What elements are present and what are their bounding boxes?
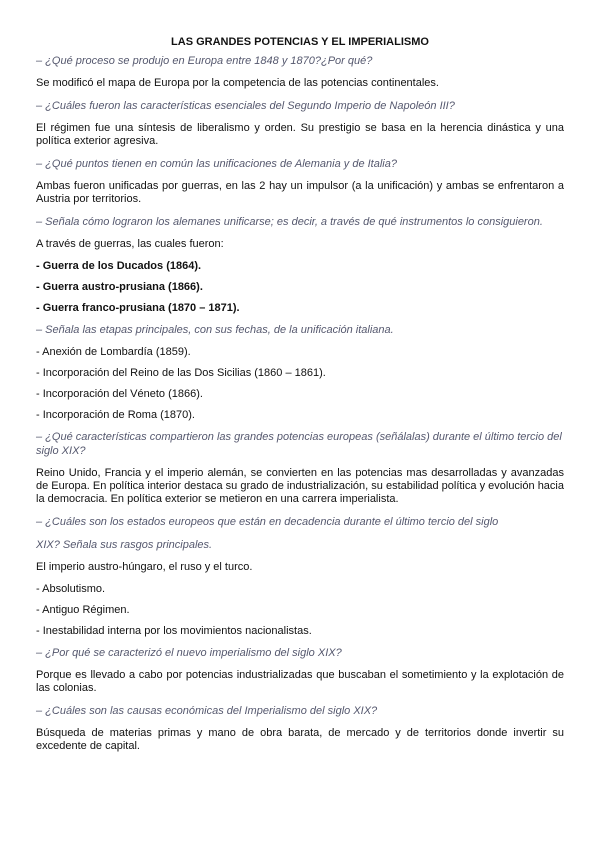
answer: Búsqueda de materias primas y mano de obra barata, de mercado y de territorios donde invertir su excedente de capital. [36,727,564,752]
list-item: - Incorporación del Véneto (1866). [36,388,203,400]
document-body [36,54,564,753]
list-item: - Inestabilidad interna por los movimientos nacionalistas. [36,625,312,637]
list-item: - Incorporación de Roma (1870). [36,409,195,421]
question: – Señala las etapas principales, con sus fechas, de la unificación italiana. [36,324,394,336]
bold-list-item: - Guerra de los Ducados (1864). [36,260,202,272]
question: – ¿Por qué se caracterizó el nuevo imperialismo del siglo XIX? [36,647,342,659]
answer: Se modificó el mapa de Europa por la competencia de las potencias continentales. [36,77,439,89]
question: – Señala cómo lograron los alemanes unificarse; es decir, a través de qué instrumentos lo consiguieron. [36,216,543,228]
bold-list-item: - Guerra franco-prusiana (1870 – 1871). [36,302,240,314]
question: – ¿Qué proceso se produjo en Europa entre 1848 y 1870?¿Por qué? [36,55,373,67]
answer: Porque es llevado a cabo por potencias industrializadas que buscaban el sometimiento y la explotación de las colonias. [36,669,564,694]
question: – ¿Cuáles son las causas económicas del Imperialismo del siglo XIX? [36,705,378,717]
list-item: - Antiguo Régimen. [36,604,130,616]
page-title: LAS GRANDES POTENCIAS Y EL IMPERIALISMO [171,36,429,48]
question: – ¿Qué puntos tienen en común las unificaciones de Alemania y de Italia? [36,158,397,170]
list-item: - Absolutismo. [36,583,106,595]
answer: El imperio austro-húngaro, el ruso y el turco. [36,561,253,573]
answer: El régimen fue una síntesis de liberalismo y orden. Su prestigio se basa en la herencia dinástica y una política exterior agresiva. [36,122,564,147]
answer: Ambas fueron unificadas por guerras, en las 2 hay un impulsor (a la unificación) y ambas se enfrentaron a Austria por territorios. [36,180,564,205]
list-item: - Incorporación del Reino de las Dos Sicilias (1860 – 1861). [36,367,326,379]
question: XIX? Señala sus rasgos principales. [36,539,213,551]
answer: Reino Unido, Francia y el imperio alemán, se convierten en las potencias mas desarrolladas y avanzadas de Europa. En política interior destaca su grado de industrialización, su estabilidad política y evolución hacia la democracia. En política exterior se metieron en una carrera imperialista. [36,467,564,505]
list-item: - Anexión de Lombardía (1859). [36,346,191,358]
question: – ¿Qué características compartieron las grandes potencias europeas (señálalas) durante el último tercio del siglo XIX? [36,431,562,457]
bold-list-item: - Guerra austro-prusiana (1866). [36,281,203,293]
question: – ¿Cuáles son los estados europeos que están en decadencia durante el último tercio del siglo [36,516,499,528]
question: – ¿Cuáles fueron las características esenciales del Segundo Imperio de Napoleón III? [36,100,455,112]
answer: A través de guerras, las cuales fueron: [36,238,224,250]
